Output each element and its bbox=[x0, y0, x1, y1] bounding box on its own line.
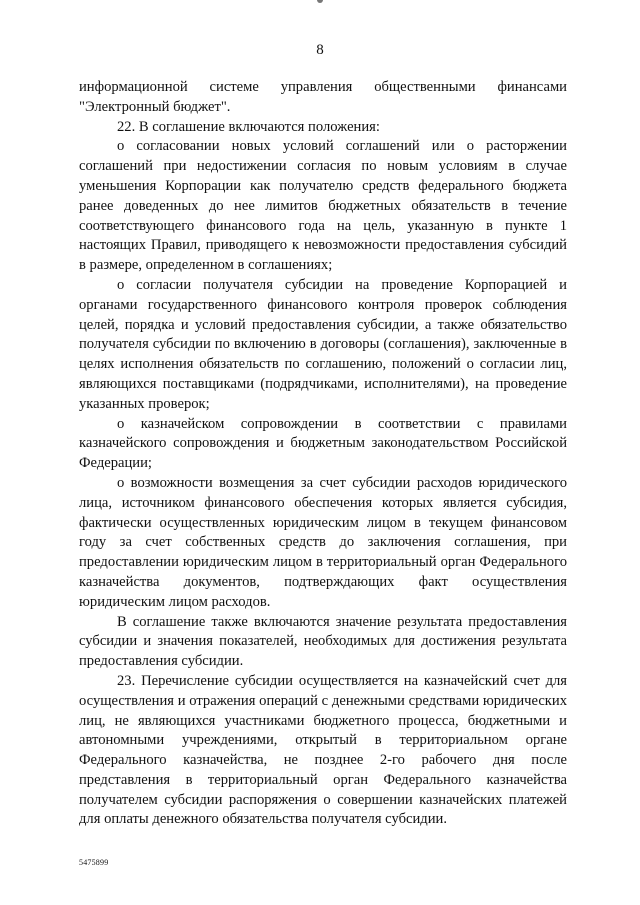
page-number: 8 bbox=[316, 42, 324, 58]
paragraph-treasury-support: о казначейском сопровождении в соответствии с правилами казначейского сопровождения и бюджетным законодательством Российской Федерации; bbox=[79, 415, 567, 472]
paragraph-item-23: 23. Перечисление субсидии осуществляется на казначейский счет для осуществления и отражения операций с денежными средствами юридических лиц, не являющихся участниками бюджетного процесса, бюджетными и автономными учреждениями, открытый в территориальном органе Федерального казначейства, не позднее 2-го рабочего дня после представления в территориальный орган Федерального казначейства получателем субсидии распоряжения о совершении казначейских платежей для оплаты денежного обязательства получателя субсидии. bbox=[79, 672, 567, 828]
paragraph-item-22: 22. В соглашение включаются положения: bbox=[117, 118, 380, 135]
paragraph-result-values: В соглашение также включаются значение результата предоставления субсидии и значения показателей, необходимых для достижения результата предоставления субсидии. bbox=[79, 613, 567, 670]
paragraph-continuation: информационной системе управления общественными финансами "Электронный бюджет". bbox=[79, 79, 567, 115]
document-body bbox=[79, 78, 567, 830]
paragraph-inspection-consent: о согласии получателя субсидии на проведение Корпорацией и органами государственного финансового контроля проверок соблюдения целей, порядка и условий предоставления субсидии, а также обязательство получателя субсидии по включению в договоры (соглашения), заключенные в целях исполнения обязательств по соглашению, положений о согласии лиц, являющихся поставщиками (подрядчиками, исполнителями), на проведение указанных проверок; bbox=[79, 276, 567, 412]
page-top-mark bbox=[317, 0, 323, 3]
paragraph-agreement-terms: о согласовании новых условий соглашений или о расторжении соглашений при недостижении согласия по новым условиям в случае уменьшения Корпорации как получателю средств федерального бюджета ранее доведенных до нее лимитов бюджетных обязательств в течение соответствующего финансового года на цель, указанную в пункте 1 настоящих Правил, приводящего к невозможности предоставления субсидий в размере, определенном в соглашениях; bbox=[79, 138, 567, 274]
document-code: 5475899 bbox=[79, 858, 109, 867]
paragraph-expense-reimbursement: о возможности возмещения за счет субсидии расходов юридического лица, источником финансового обеспечения которых является субсидия, фактически осуществленных юридическим лицом в текущем финансовом году за счет собственных средств до заключения соглашения, при предоставлении юридическим лицом в территориальный орган Федерального казначейства документов, подтверждающих факт осуществления юридическим лицом расходов. bbox=[79, 474, 567, 610]
